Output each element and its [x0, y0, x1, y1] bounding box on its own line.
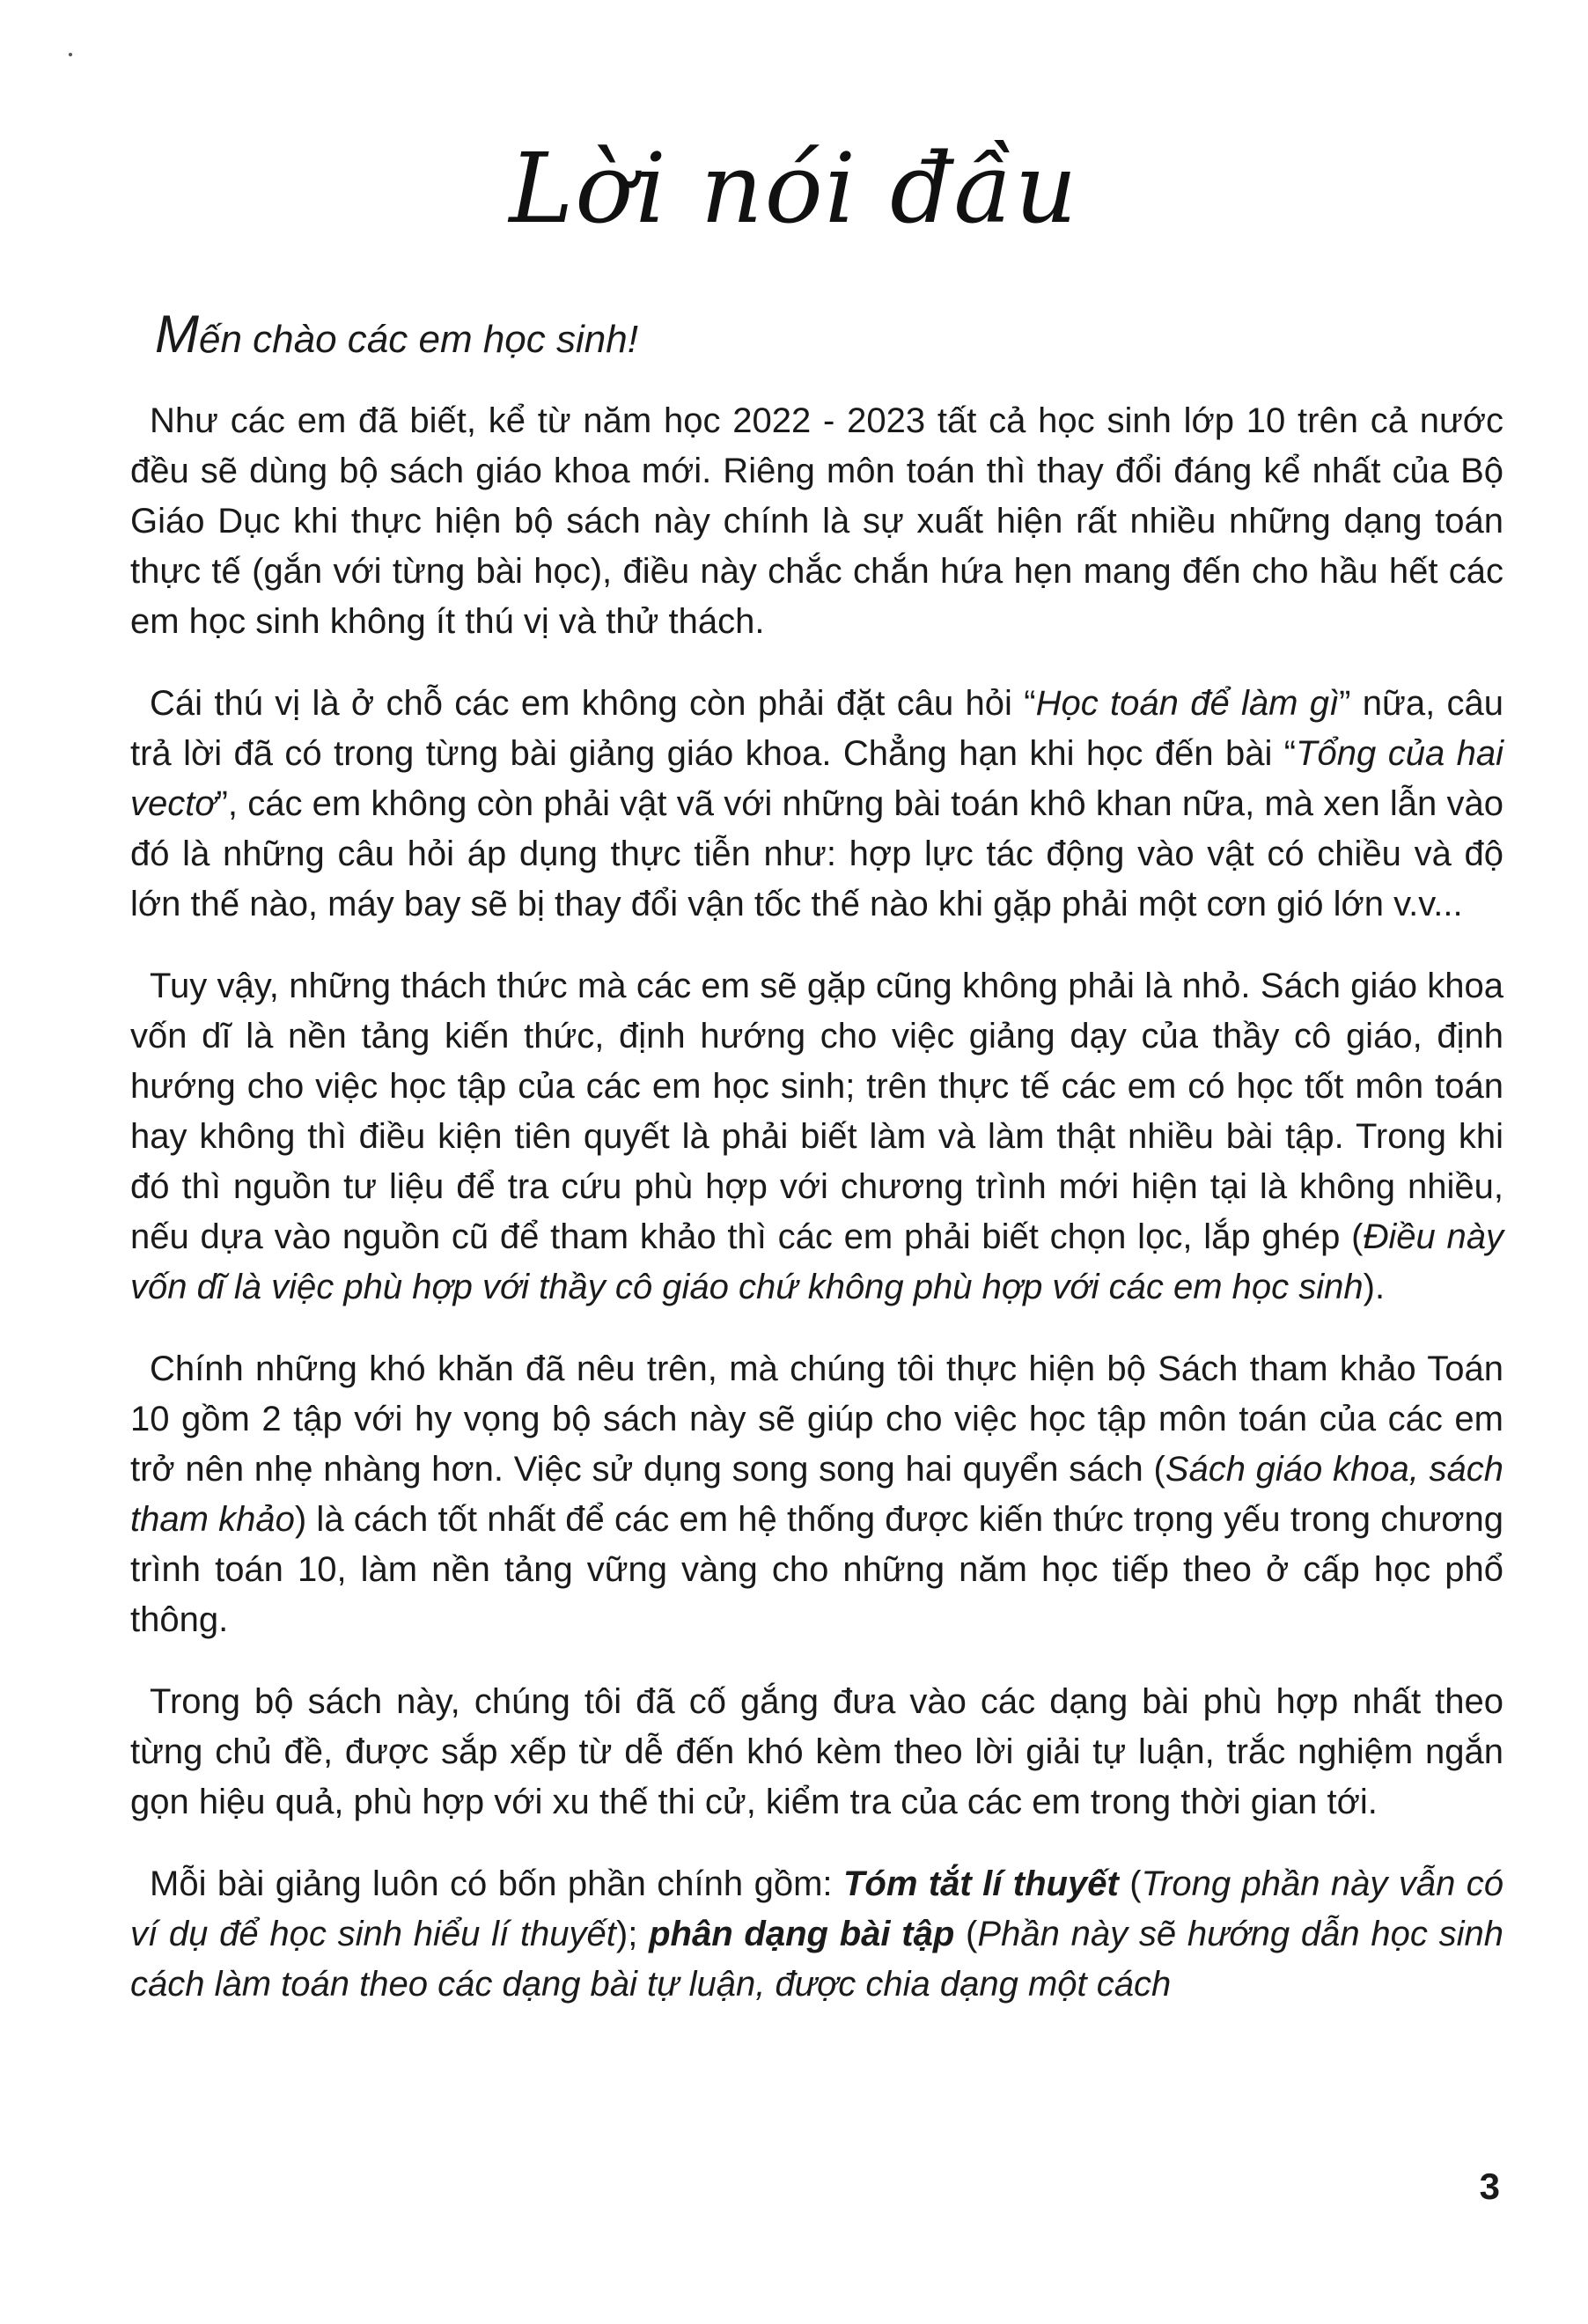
p6-text-c: (	[1118, 1864, 1142, 1903]
page-title: Lời nói đầu	[509, 132, 1079, 245]
p6-text-e: );	[615, 1915, 650, 1953]
paragraph-5: Trong bộ sách này, chúng tôi đã cố gắng đưa vào các dạng bài phù hợp nhất theo từng chủ đề, được sắp xếp từ dễ đến khó kèm theo lời giải tự luận, trắc nghiệm ngắn gọn hiệu quả, phù hợp với xu thế thi cử, kiểm tra của các em trong thời gian tới.	[130, 1682, 1503, 1821]
p2-italic-lesson: Tổng của hai vectơ	[130, 734, 1503, 823]
paragraph-2	[130, 679, 1503, 930]
p6-text-g: (	[954, 1915, 978, 1953]
p4-italic-books: Sách giáo khoa, sách tham khảo	[130, 1450, 1503, 1539]
paragraph-1: Như các em đã biết, kể từ năm học 2022 - 2023 tất cả học sinh lớp 10 trên cả nước đều sẽ dùng bộ sách giáo khoa mới. Riêng môn toán thì thay đổi đáng kể nhất của Bộ Giáo Dục khi thực hiện bộ sách này chính là sự xuất hiện rất nhiều những dạng toán thực tế (gắn với từng bài học), điều này chắc chắn hứa hẹn mang đến cho hầu hết các em học sinh không ít thú vị và thử thách.	[130, 401, 1503, 641]
p6-bold-exercises: phân dạng bài tập	[649, 1915, 955, 1953]
p3-text-c: ).	[1363, 1268, 1386, 1306]
p2-text-a: Cái thú vị là ở chỗ các em không còn phải đặt câu hỏi “	[150, 684, 1036, 723]
page-number: 3	[1479, 2166, 1500, 2207]
p2-text-e: ”, các em không còn phải vật vã với những bài toán khô khan nữa, mà xen lẫn vào đó là những câu hỏi áp dụng thực tiễn như: hợp lực tác động vào vật có chiều và độ lớn thế nào, máy bay sẽ bị thay đổi vận tốc thế nào khi gặp phải một cơn gió lớn v.v...	[130, 784, 1503, 923]
p6-italic-theory-note: Trong phần này vẫn có ví dụ để học sinh hiểu lí thuyết	[130, 1864, 1504, 1953]
p3-italic-note: Điều này vốn dĩ là việc phù hợp với thầy cô giáo chứ không phù hợp với các em học sinh	[130, 1217, 1503, 1306]
p6-text-a: Mỗi bài giảng luôn có bốn phần chính gồm:	[150, 1864, 843, 1903]
p6-bold-theory: Tóm tắt lí thuyết	[842, 1864, 1119, 1903]
paragraph-3	[130, 961, 1503, 1313]
p2-text-c: ” nữa, câu trả lời đã có trong từng bài giảng giáo khoa. Chẳng hạn khi học đến bài “	[130, 684, 1503, 773]
scan-speck	[69, 53, 72, 56]
paragraph-6	[130, 1859, 1503, 2010]
greeting-rest: ến chào các em học sinh!	[198, 318, 638, 361]
greeting-first-letter: M	[155, 305, 199, 364]
greeting	[155, 305, 1503, 366]
preface-body	[130, 305, 1504, 2041]
p4-text-c: ) là cách tốt nhất để các em hệ thống được kiến thức trọng yếu trong chương trình toán 10, làm nền tảng vững vàng cho những năm học tiếp theo ở cấp học phổ thông.	[130, 1500, 1503, 1639]
p2-italic-question: Học toán để làm gì	[1035, 684, 1340, 723]
paragraph-4	[130, 1344, 1503, 1645]
p3-text-a: Tuy vậy, những thách thức mà các em sẽ gặp cũng không phải là nhỏ. Sách giáo khoa vốn dĩ là nền tảng kiến thức, định hướng cho việc giảng dạy của thầy cô giáo, định hướng cho việc học tập của các em học sinh; trên thực tế các em có học tốt môn toán hay không thì điều kiện tiên quyết là phải biết làm và làm thật nhiều bài tập. Trong khi đó thì nguồn tư liệu để tra cứu phù hợp với chương trình mới hiện tại là không nhiều, nếu dựa vào nguồn cũ để tham khảo thì các em phải biết chọn lọc, lắp ghép (	[130, 967, 1503, 1256]
p4-text-a: Chính những khó khăn đã nêu trên, mà chúng tôi thực hiện bộ Sách tham khảo Toán 10 gồm 2 tập với hy vọng bộ sách này sẽ giúp cho việc học tập môn toán của các em trở nên nhẹ nhàng hơn. Việc sử dụng song song hai quyển sách (	[130, 1350, 1503, 1489]
p6-italic-exercise-note: Phần này sẽ hướng dẫn học sinh cách làm toán theo các dạng bài tự luận, được chia dạng một cách	[130, 1915, 1504, 2004]
